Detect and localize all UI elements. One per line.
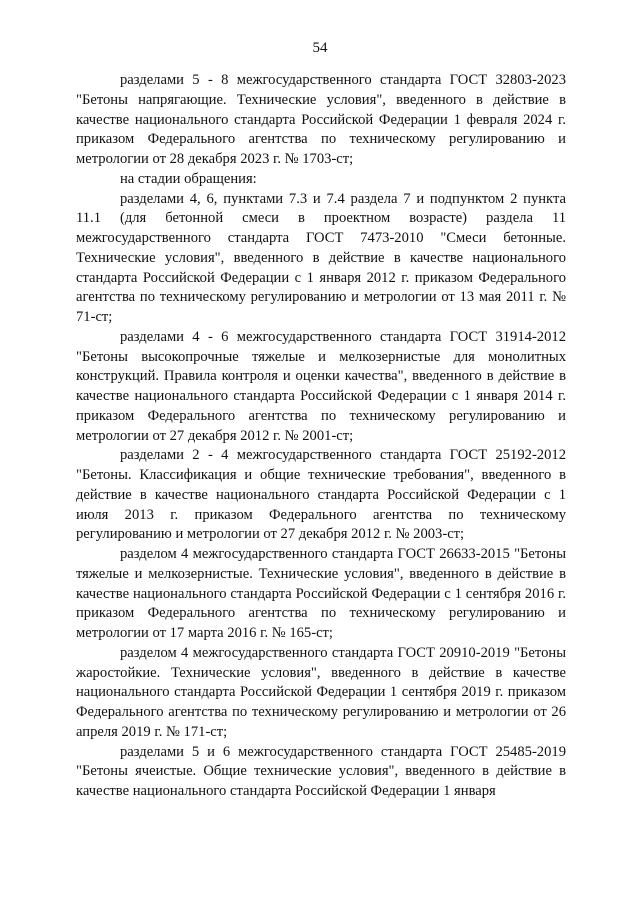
- paragraph-gost-31914: разделами 4 - 6 межгосударственного стандарта ГОСТ 31914-2012 "Бетоны высокопрочные тяжелые и мелкозернистые для монолитных конструкций. Правила контроля и оценки качества", введенного в действие в качестве национального стандарта Российской Федерации с 1 января 2014 г. приказом Федерального агентства по техническому регулированию и метрологии от 27 декабря 2012 г. № 2001-ст;: [76, 328, 566, 444]
- paragraph-gost-25192: разделами 2 - 4 межгосударственного стандарта ГОСТ 25192-2012 "Бетоны. Классификация и общие технические требования", введенного в действие в качестве национального стандарта Российской Федерации с 1 июля 2013 г. приказом Федерального агентства по техническому регулированию и метрологии от 27 декабря 2012 г. № 2003-ст;: [76, 447, 566, 543]
- paragraph-gost-7473: разделами 4, 6, пунктами 7.3 и 7.4 раздела 7 и подпунктом 2 пункта 11.1 (для бетонной смеси в проектном возрасте) раздела 11 межгосударственного стандарта ГОСТ 7473-2010 "Смеси бетонные. Технические условия", введенного в действие в качестве национального стандарта Российской Федерации с 1 января 2012 г. приказом Федерального агентства по техническому регулированию и метрологии от 13 мая 2011 г. № 71-ст;: [76, 190, 566, 325]
- paragraph-gost-26633: разделом 4 межгосударственного стандарта ГОСТ 26633-2015 "Бетоны тяжелые и мелкозернистые. Технические условия", введенного в действие в качестве национального стандарта Российской Федерации с 1 сентября 2016 г. приказом Федерального агентства по техническому регулированию и метрологии от 17 марта 2016 г. № 165-ст;: [76, 546, 566, 641]
- paragraph-gost-25485: разделами 5 и 6 межгосударственного стандарта ГОСТ 25485-2019 "Бетоны ячеистые. Общие технические условия", введенного в действие в качестве национального стандарта Российской Федерации 1 января: [76, 743, 566, 799]
- paragraph-gost-20910: разделом 4 межгосударственного стандарта ГОСТ 20910-2019 "Бетоны жаростойкие. Технические условия", введенного в действие в качестве национального стандарта Российской Федерации 1 сентября 2019 г. приказом Федерального агентства по техническому регулированию и метрологии от 26 апреля 2019 г. № 171-ст;: [76, 644, 566, 740]
- document-body: [76, 71, 566, 802]
- page-number: 54: [312, 40, 328, 56]
- paragraph-gost-32803: разделами 5 - 8 межгосударственного стандарта ГОСТ 32803-2023 "Бетоны напрягающие. Технические условия", введенного в действие в качестве национального стандарта Российской Федерации 1 февраля 2024 г. приказом Федерального агентства по техническому регулированию и метрологии от 28 декабря 2023 г. № 1703-ст;: [76, 72, 566, 167]
- paragraph-circulation-stage: на стадии обращения:: [120, 170, 257, 187]
